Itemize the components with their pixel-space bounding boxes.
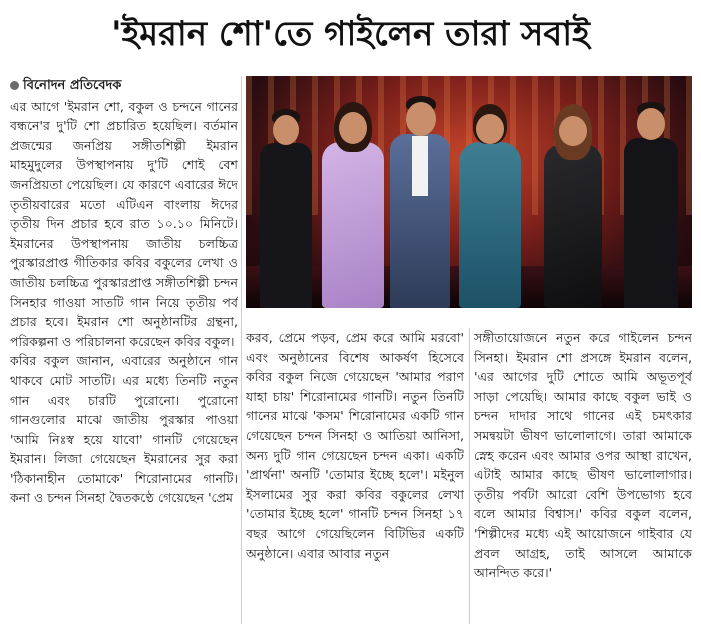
article-photo (246, 76, 692, 308)
byline (10, 76, 238, 96)
column-divider (241, 76, 242, 624)
person-figure (314, 98, 392, 308)
person-figure (384, 90, 456, 308)
person-figure (451, 100, 529, 308)
article-column-2 (246, 328, 464, 624)
paragraph: করব, প্রেমে পড়ব, প্রেম করে আমি মরবো' এবং অনুষ্ঠানের বিশেষ আকর্ষণ হিসেবে কবির বকুল নিজে গেয়েছেন 'আমার পরাণ যাহা চায়' শিরোনামের গানটি। নতুন তিনটি গানের মাঝে 'কসম' শিরোনামের একটি গান গেয়েছেন চন্দন সিনহা ও আতিয়া আনিসা, অন্য দুটি গান গেয়েছেন চন্দন একা। একটি 'প্রার্থনা' অনটি 'তোমার ইচ্ছে হলে'। মইনুল ইসলামের সুর করা কবির বকুলের লেখা 'তোমার ইচ্ছে হলে' গানটি চন্দন সিনহা ১৭ বছর আগে গেয়েছিলেন বিটিভির একটি অনুষ্ঠানে। এবার আবার নতুন (246, 330, 464, 561)
person-figure (536, 102, 610, 308)
paragraph: কবির বকুল জানান, এবারের অনুষ্ঠানে গান থাকবে মোট সাতটি। এর মধ্যে তিনটি নতুন গান এবং চারটি পুরোনো। পুরোনো গানগুলোর মাঝে জাতীয় পুরস্কার পাওয়া 'আমি নিঃস্ব হয়ে যাবো' গানটি গেয়েছেন ইমরান। লিজা গেয়েছেন ইমরানের সুর করা 'ঠিকানাহীন তোমাকে' শিরোনামের গানটি। কনা ও চন্দন সিনহা দ্বৈতকণ্ঠে গেয়েছেন 'প্রেম (10, 353, 238, 506)
article-column-3 (474, 328, 692, 624)
person-figure (256, 103, 316, 308)
byline-text: বিনোদন প্রতিবেদক (23, 78, 122, 93)
column-divider (469, 328, 470, 624)
paragraph: সঙ্গীতায়োজনে নতুন করে গাইলেন চন্দন সিনহা। ইমরান শো প্রসঙ্গে ইমরান বলেন, 'এর আগের দুটি শোতে আমি অভূতপূর্ব সাড়া পেয়েছি। আমার কাছে বকুল ভাই ও চন্দন দাদার সাথে গানের এই চমৎকার সমন্বয়টা ভীষণ ভালোলাগে। তারা আমাকে স্নেহ করেন এবং আমার ওপর আস্থা রাখেন, এটাই আমার কাছে ভীষণ ভালোলাগার। তৃতীয় পর্বটা আরো বেশি উপভোগ্য হবে বলে আমার বিশ্বাস।' কবির বকুল বলেন, 'শিল্পীদের মধ্যে এই আয়োজনে গাইবার যে প্রবল আগ্রহ, তাই আসলে আমাকে আনন্দিত করে।' (474, 330, 692, 581)
bullet-icon (10, 81, 19, 90)
person-figure (618, 96, 684, 308)
paragraph: এর আগে 'ইমরান শো, বকুল ও চন্দনে গানের বন্ধনে'র দু'টি শো প্রচারিত হয়েছিল। বর্তমান প্রজন্মের জনপ্রিয় সঙ্গীতশিল্পী ইমরান মাহমুদুলের উপস্থাপনায় দু'টি শোই বেশ জনপ্রিয়তা পেয়েছিল। যে কারণে এবারের ঈদে তৃতীয়বারের মতো এটিএন বাংলায় ঈদের তৃতীয় দিন প্রচার হবে রাত ১০.১০ মিনিটে। ইমরানের উপস্থাপনায় জাতীয় চলচ্চিত্র পুরস্কারপ্রাপ্ত গীতিকার কবির বকুলের লেখা ও জাতীয় চলচ্চিত্র পুরস্কারপ্রাপ্ত সঙ্গীতশিল্পী চন্দন সিনহার গাওয়া সাতটি গান নিয়ে তৃতীয় পর্ব প্রচার হবে। ইমরান শো অনুষ্ঠানটির গ্রন্থনা, পরিকল্পনা ও পরিচালনা করেছেন কবির বকুল। (10, 98, 238, 349)
headline: 'ইমরান শো'তে গাইলেন তারা সবাই (111, 14, 590, 54)
article-column-1 (10, 76, 238, 624)
